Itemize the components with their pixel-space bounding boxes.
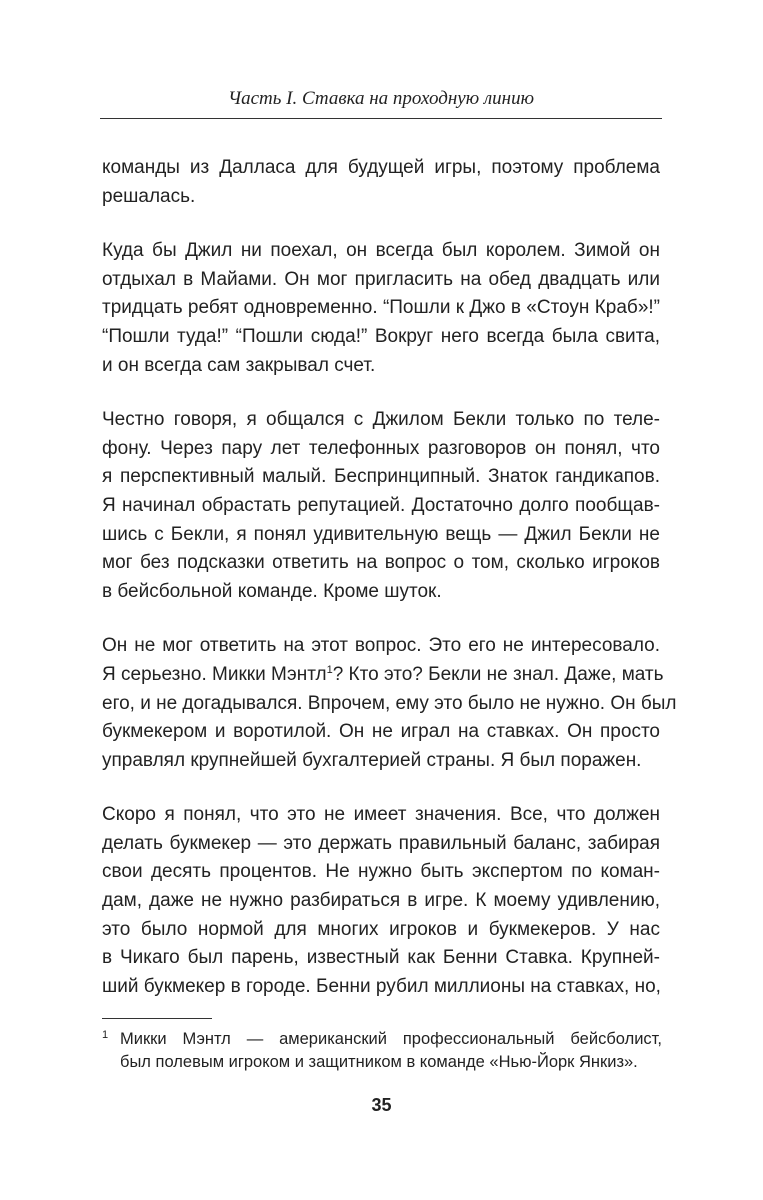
footnote-line: Микки Мэнтл — американский профессиональный бейсболист, bbox=[120, 1030, 662, 1048]
footnote-reference[interactable]: 1 bbox=[326, 663, 333, 676]
text-line: ший букмекер в городе. Бенни рубил миллионы на ставках, но, bbox=[102, 975, 661, 997]
text-line: дам, даже не нужно разбираться в игре. К моему удивлению, bbox=[102, 890, 660, 912]
text-line: мог без подсказки ответить на вопрос о том, сколько игроков bbox=[102, 552, 660, 574]
footnote-divider bbox=[102, 1018, 212, 1019]
text-line: это было нормой для многих игроков и букмекеров. У нас bbox=[102, 918, 660, 940]
text-line: букмекером и воротилой. Он не играл на ставках. Он просто bbox=[102, 721, 660, 743]
text-line: Куда бы Джил ни поехал, он всегда был королем. Зимой он bbox=[102, 240, 660, 262]
header-divider bbox=[100, 118, 662, 119]
text-line: шись с Бекли, я понял удивительную вещь — Джил Бекли не bbox=[102, 523, 660, 545]
text-line: отдыхал в Майами. Он мог пригласить на обед двадцать или bbox=[102, 268, 660, 290]
footnote-marker: 1 bbox=[102, 1029, 109, 1041]
text-fragment: Я серьезно. Микки Мэнтл bbox=[102, 663, 327, 685]
text-line: в Чикаго был парень, известный как Бенни Ставка. Крупней- bbox=[102, 947, 660, 969]
text-line: “Пошли туда!” “Пошли сюда!” Вокруг него всегда была свита, bbox=[102, 325, 660, 347]
text-line: тридцать ребят одновременно. “Пошли к Джо в «Стоун Краб»!” bbox=[102, 297, 660, 319]
paragraph-3 bbox=[102, 406, 660, 606]
footnote-text bbox=[120, 1028, 662, 1074]
running-header: Часть I. Ставка на проходную линию bbox=[227, 88, 534, 109]
body-text bbox=[102, 154, 677, 1027]
text-line: и он всегда сам закрывал счет. bbox=[102, 354, 376, 376]
footnote bbox=[102, 1028, 662, 1074]
text-line: Он не мог ответить на этот вопрос. Это его не интересовало. bbox=[102, 635, 660, 657]
text-fragment: ? Кто это? Бекли не знал. Даже, мать bbox=[332, 663, 664, 685]
text-line: в бейсбольной команде. Кроме шуток. bbox=[102, 580, 442, 602]
paragraph-2 bbox=[102, 237, 660, 380]
text-line: свои десять процентов. Не нужно быть экспертом по коман- bbox=[102, 861, 660, 883]
text-line: я перспективный малый. Беспринципный. Знаток гандикапов. bbox=[102, 466, 660, 488]
paragraph-5 bbox=[102, 801, 660, 1001]
text-line: фону. Через пару лет телефонных разговоров он понял, что bbox=[102, 437, 660, 459]
text-line: решалась. bbox=[102, 185, 196, 207]
page-number: 35 bbox=[371, 1095, 392, 1115]
text-line: управлял крупнейшей бухгалтерией страны. Я был поражен. bbox=[102, 749, 642, 771]
text-line: его, и не догадывался. Впрочем, ему это было не нужно. Он был bbox=[102, 692, 677, 714]
text-line: Честно говоря, я общался с Джилом Бекли только по теле- bbox=[102, 409, 660, 431]
text-line-with-footnote-ref bbox=[102, 661, 664, 690]
text-line: Скоро я понял, что это не имеет значения. Все, что должен bbox=[102, 804, 660, 826]
text-line: делать букмекер — это держать правильный баланс, забирая bbox=[102, 832, 660, 854]
text-line: Я начинал обрастать репутацией. Достаточно долго пообщав- bbox=[102, 494, 660, 516]
paragraph-1 bbox=[102, 154, 660, 211]
paragraph-4 bbox=[102, 632, 677, 775]
text-line: команды из Далласа для будущей игры, поэтому проблема bbox=[102, 157, 660, 178]
footnote-line: был полевым игроком и защитником в команде «Нью-Йорк Янкиз». bbox=[120, 1053, 638, 1071]
